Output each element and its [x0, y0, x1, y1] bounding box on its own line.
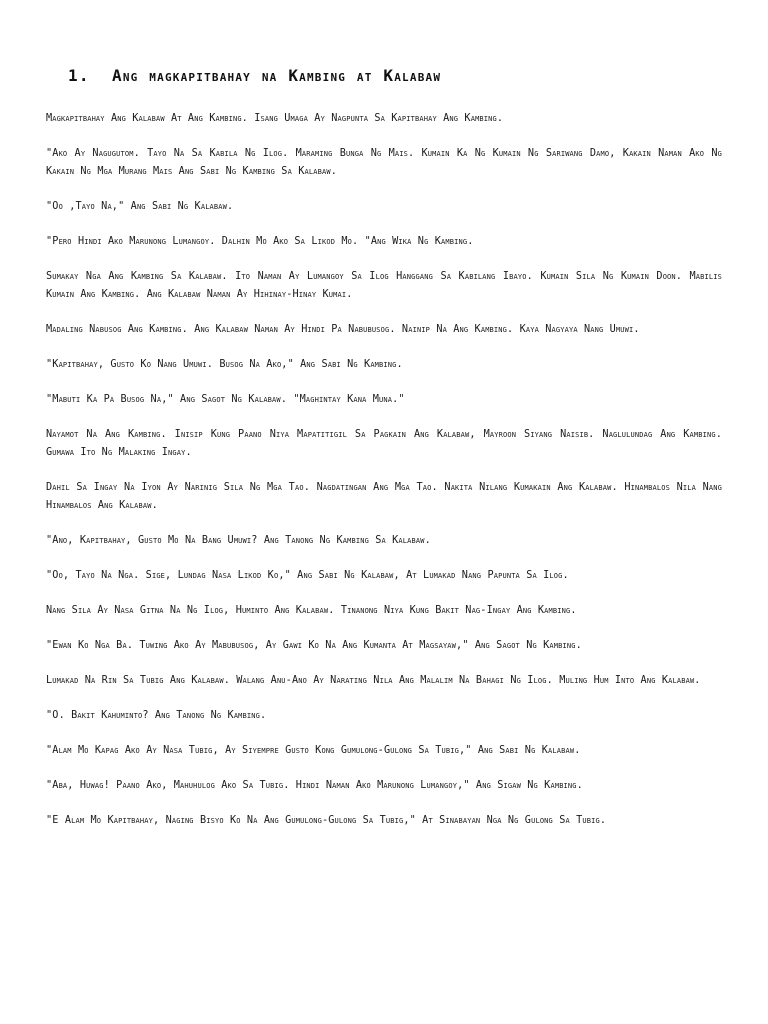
paragraph: "Ewan Ko Nga Ba. Tuwing Ako Ay Mabubusog, Ay Gawi Ko Na Ang Kumanta At Magsayaw," Ang Sagot Ng Kambing.: [46, 640, 582, 651]
paragraph: Magkapitbahay Ang Kalabaw At Ang Kambing. Isang Umaga Ay Nagpunta Sa Kapitbahay Ang Kambing.: [46, 113, 504, 124]
story-body: [46, 110, 722, 847]
paragraph: "Aba, Huwag! Paano Ako, Mahuhulog Ako Sa Tubig. Hindi Naman Ako Marunong Lumangoy," Ang Sigaw Ng Kambing.: [46, 780, 583, 791]
story-title: [68, 66, 441, 85]
paragraph: "Alam Mo Kapag Ako Ay Nasa Tubig, Ay Siyempre Gusto Kong Gumulong-Gulong Sa Tubig," Ang Sabi Ng Kalabaw.: [46, 745, 581, 756]
paragraph: Nayamot Na Ang Kambing. Inisip Kung Paano Niya Mapatitigil Sa Pagkain Ang Kalabaw, Mayroon Siyang Naisib. Naglulundag Ang Kambing. Gumawa Ito Ng Malaking Ingay.: [46, 429, 722, 458]
title-text: Ang magkapitbahay na Kambing at Kalabaw: [112, 66, 442, 85]
paragraph: "Oo ,Tayo Na," Ang Sabi Ng Kalabaw.: [46, 201, 234, 212]
paragraph: Madaling Nabusog Ang Kambing. Ang Kalabaw Naman Ay Hindi Pa Nabubusog. Nainip Na Ang Kambing. Kaya Nagyaya Nang Umuwi.: [46, 324, 640, 335]
paragraph: "E Alam Mo Kapitbahay, Naging Bisyo Ko Na Ang Gumulong-Gulong Sa Tubig," At Sinabayan Nga Ng Gulong Sa Tubig.: [46, 815, 607, 826]
paragraph: Sumakay Nga Ang Kambing Sa Kalabaw. Ito Naman Ay Lumangoy Sa Ilog Hanggang Sa Kabilang Ibayo. Kumain Sila Ng Kumain Doon. Mabilis Kumain Ang Kambing. Ang Kalabaw Naman Ay Hihinay-Hinay Kumai.: [46, 271, 722, 300]
paragraph: Lumakad Na Rin Sa Tubig Ang Kalabaw. Walang Anu-Ano Ay Narating Nila Ang Malalim Na Bahagi Ng Ilog. Muling Hum Into Ang Kalabaw.: [46, 675, 701, 686]
paragraph: Nang Sila Ay Nasa Gitna Na Ng Ilog, Huminto Ang Kalabaw. Tinanong Niya Kung Bakit Nag-Ingay Ang Kambing.: [46, 605, 577, 616]
paragraph: Dahil Sa Ingay Na Iyon Ay Narinig Sila Ng Mga Tao. Nagdatingan Ang Mga Tao. Nakita Nilang Kumakain Ang Kalabaw. Hinambalos Nila Nang Hinambalos Ang Kalabaw.: [46, 482, 722, 511]
paragraph: "Pero Hindi Ako Marunong Lumangoy. Dalhin Mo Ako Sa Likod Mo. "Ang Wika Ng Kambing.: [46, 236, 474, 247]
paragraph: "Kapitbahay, Gusto Ko Nang Umuwi. Busog Na Ako," Ang Sabi Ng Kambing.: [46, 359, 403, 370]
paragraph: "O. Bakit Kahuminto? Ang Tanong Ng Kambing.: [46, 710, 267, 721]
title-number: 1.: [68, 66, 90, 85]
paragraph: "Mabuti Ka Pa Busog Na," Ang Sagot Ng Kalabaw. "Maghintay Kana Muna.": [46, 394, 405, 405]
paragraph: "Ano, Kapitbahay, Gusto Mo Na Bang Umuwi? Ang Tanong Ng Kambing Sa Kalabaw.: [46, 535, 431, 546]
paragraph: "Oo, Tayo Na Nga. Sige, Lundag Nasa Likod Ko," Ang Sabi Ng Kalabaw, At Lumakad Nang Papunta Sa Ilog.: [46, 570, 569, 581]
paragraph: "Ako Ay Nagugutom. Tayo Na Sa Kabila Ng Ilog. Maraming Bunga Ng Mais. Kumain Ka Ng Kumain Ng Sariwang Damo, Kakain Naman Ako Ng Kakain Ng Mga Murang Mais Ang Sabi Ng Kambing Sa Kalabaw.: [46, 148, 722, 177]
